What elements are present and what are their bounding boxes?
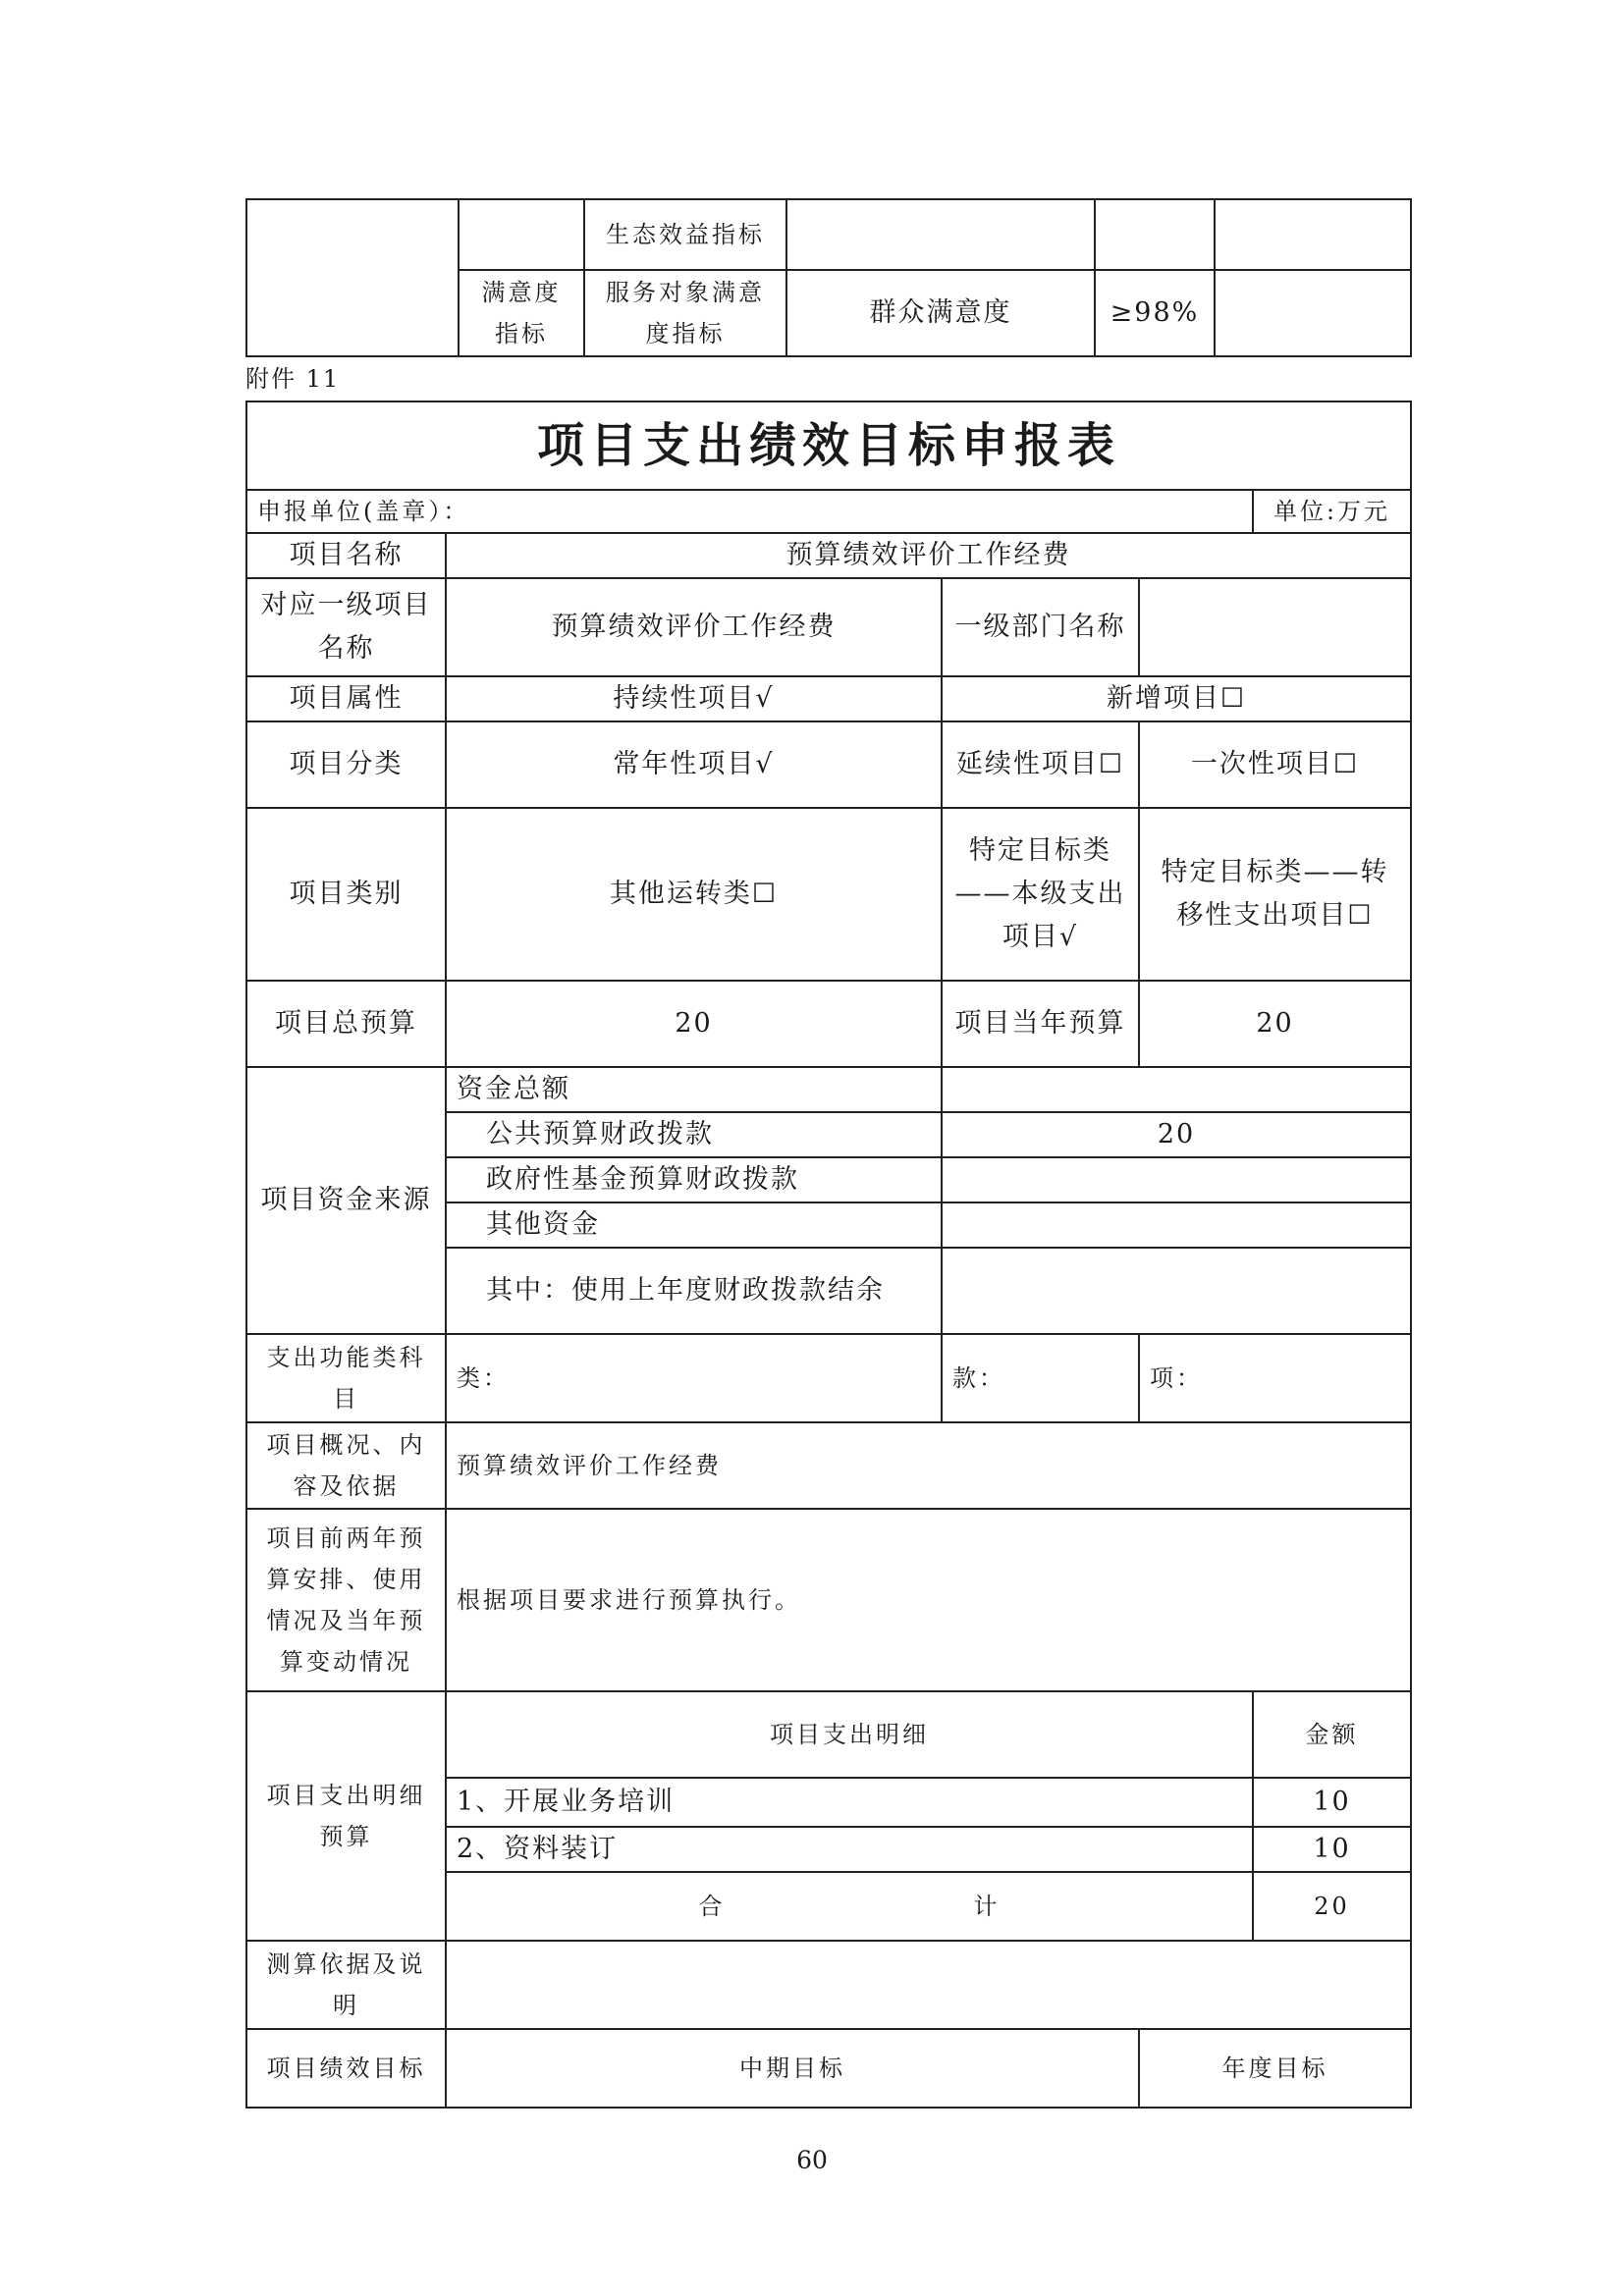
funding-other-label: 其他资金 bbox=[446, 1202, 942, 1248]
total-budget-value: 20 bbox=[446, 981, 942, 1067]
year-budget-value: 20 bbox=[1139, 981, 1411, 1067]
overview-label: 项目概况、内容及依据 bbox=[246, 1422, 446, 1509]
page-number: 60 bbox=[796, 2146, 828, 2174]
service-satisfaction-indicator: 服务对象满意度指标 bbox=[584, 270, 786, 356]
funding-carryover-label: 其中：使用上年度财政拨款结余 bbox=[446, 1248, 942, 1334]
funding-other-value bbox=[942, 1202, 1411, 1248]
class-regular: 常年性项目√ bbox=[446, 721, 942, 808]
eco-benefit-indicator: 生态效益指标 bbox=[584, 199, 786, 270]
public-satisfaction: 群众满意度 bbox=[786, 270, 1095, 356]
detail-item-2: 2、资料装订 bbox=[446, 1827, 1253, 1872]
first-level-project-label: 对应一级项目名称 bbox=[246, 578, 446, 676]
project-name-label: 项目名称 bbox=[246, 533, 446, 578]
class-onetime: 一次性项目☐ bbox=[1139, 721, 1411, 808]
prev-years-label: 项目前两年预算安排、使用情况及当年预算变动情况 bbox=[246, 1509, 446, 1691]
project-name-value: 预算绩效评价工作经费 bbox=[446, 533, 1411, 578]
dept-name-value bbox=[1139, 578, 1411, 676]
funding-public-label: 公共预算财政拨款 bbox=[446, 1112, 942, 1157]
funding-gov-fund-label: 政府性基金预算财政拨款 bbox=[446, 1157, 942, 1202]
attr-new: 新增项目☐ bbox=[942, 676, 1411, 721]
funding-carryover-value bbox=[942, 1248, 1411, 1334]
form-title: 项目支出绩效目标申报表 bbox=[246, 401, 1411, 490]
detail-item-1: 1、开展业务培训 bbox=[446, 1778, 1253, 1827]
top-empty-cell bbox=[246, 199, 459, 356]
detail-total-label bbox=[446, 1872, 1253, 1941]
calc-basis-value bbox=[446, 1941, 1411, 2029]
performance-form bbox=[245, 400, 1412, 2109]
funding-gov-fund-value bbox=[942, 1157, 1411, 1202]
category-specific-transfer: 特定目标类——转移性支出项目☐ bbox=[1139, 808, 1411, 981]
total-ji: 计 bbox=[973, 1893, 1001, 1920]
satisfaction-indicator: 满意度指标 bbox=[459, 270, 584, 356]
prev-years-value: 根据项目要求进行预算执行。 bbox=[446, 1509, 1411, 1691]
category-other: 其他运转类☐ bbox=[446, 808, 942, 981]
perf-goal-label: 项目绩效目标 bbox=[246, 2029, 446, 2108]
satisfaction-target: ≥98% bbox=[1095, 270, 1215, 356]
detail-amount-1: 10 bbox=[1253, 1778, 1411, 1827]
top-empty-cell bbox=[1215, 199, 1411, 270]
funding-total-label: 资金总额 bbox=[446, 1067, 942, 1112]
project-attr-label: 项目属性 bbox=[246, 676, 446, 721]
detail-total-amount: 20 bbox=[1253, 1872, 1411, 1941]
func-item: 项： bbox=[1139, 1334, 1411, 1422]
func-subject-label: 支出功能类科目 bbox=[246, 1334, 446, 1422]
funding-public-value: 20 bbox=[942, 1112, 1411, 1157]
project-class-label: 项目分类 bbox=[246, 721, 446, 808]
amount-header: 金额 bbox=[1253, 1691, 1411, 1778]
applicant-unit-label: 申报单位(盖章）： bbox=[246, 490, 1253, 533]
top-table bbox=[245, 198, 1412, 357]
func-class: 类： bbox=[446, 1334, 942, 1422]
year-budget-label: 项目当年预算 bbox=[942, 981, 1139, 1067]
top-empty-cell bbox=[459, 199, 584, 270]
funding-source-label: 项目资金来源 bbox=[246, 1067, 446, 1334]
calc-basis-label: 测算依据及说明 bbox=[246, 1941, 446, 2029]
first-level-project-value: 预算绩效评价工作经费 bbox=[446, 578, 942, 676]
attr-continuing: 持续性项目√ bbox=[446, 676, 942, 721]
project-category-label: 项目类别 bbox=[246, 808, 446, 981]
detail-amount-2: 10 bbox=[1253, 1827, 1411, 1872]
overview-value: 预算绩效评价工作经费 bbox=[446, 1422, 1411, 1509]
detail-budget-label: 项目支出明细预算 bbox=[246, 1691, 446, 1941]
mid-term-goal: 中期目标 bbox=[446, 2029, 1139, 2108]
total-he: 合 bbox=[698, 1893, 726, 1920]
total-budget-label: 项目总预算 bbox=[246, 981, 446, 1067]
unit-label: 单位:万元 bbox=[1253, 490, 1411, 533]
annex-label: 附件 11 bbox=[245, 365, 341, 393]
funding-total-value bbox=[942, 1067, 1411, 1112]
annual-goal: 年度目标 bbox=[1139, 2029, 1411, 2108]
top-empty-cell bbox=[1095, 199, 1215, 270]
detail-header: 项目支出明细 bbox=[446, 1691, 1253, 1778]
class-extended: 延续性项目☐ bbox=[942, 721, 1139, 808]
category-specific-local: 特定目标类——本级支出项目√ bbox=[942, 808, 1139, 981]
func-section: 款： bbox=[942, 1334, 1139, 1422]
dept-name-label: 一级部门名称 bbox=[942, 578, 1139, 676]
top-empty-cell bbox=[1215, 270, 1411, 356]
top-empty-cell bbox=[786, 199, 1095, 270]
